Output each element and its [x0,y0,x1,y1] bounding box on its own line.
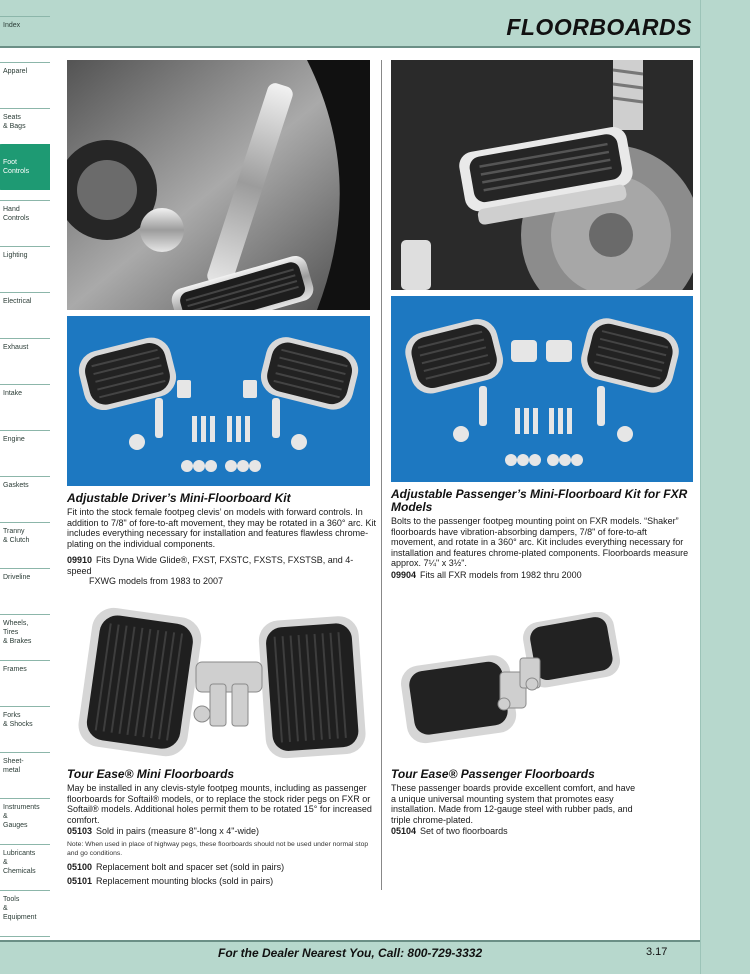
section-tab-bar [700,0,750,974]
section-tab-label: Sheet- [3,758,24,765]
section-tab-label: Frames [3,666,27,673]
sku-line-tour-ease-mini [67,826,377,837]
section-tab[interactable] [0,522,50,566]
section-tab-label: Controls [3,215,30,222]
header-rule [0,46,700,48]
section-tab-label: & [3,813,8,820]
sku-text: Replacement mounting blocks (sold in pairs) [96,876,274,886]
product-desc-driver-kit: Fit into the stock female footpeg clevis’ on models with forward controls. In addition to 7/8" of fore-to-aft movement, they may be rotated in a 360° arc. Kit includes everything necessary for installation and features flawless chrome-plating on the individual components. [67,507,376,549]
page-number: 3.17 [646,946,668,958]
section-tab-label: & Shocks [3,721,33,728]
section-tab-label: Intake [3,390,23,397]
section-tab[interactable] [0,568,50,612]
section-tab-label: metal [3,767,21,774]
product-title-tour-ease-passenger: Tour Ease® Passenger Floorboards [391,767,595,781]
section-tab-label: Apparel [3,68,28,75]
section-tab[interactable] [0,144,50,190]
section-tab-label: Equipment [3,914,37,921]
section-tab[interactable] [0,890,50,934]
sku-text: Sold in pairs (measure 8"-long x 4"-wide) [96,826,259,836]
section-tab-label: Electrical [3,298,32,305]
column-divider [381,60,382,890]
sku-line-passenger-kit [391,570,693,581]
product-note-tour-ease-mini: Note: When used in place of highway pegs, these floorboards should not be used under normal stop and go conditions. [67,841,369,857]
section-tab-label: & Clutch [3,537,30,544]
section-tab-label: Gauges [3,822,28,829]
section-tab[interactable] [0,200,50,244]
sku-number: 05104 [391,826,417,836]
section-tab-label: Gaskets [3,482,29,489]
section-tab-label: Tranny [3,528,25,535]
section-tab-label: Lighting [3,252,28,259]
section-tab[interactable] [0,16,50,60]
section-tab-label: & Brakes [3,638,32,645]
section-tab[interactable] [0,246,50,290]
sku-text: Fits Dyna Wide Glide®, FXST, FXSTC, FXSTS, FXSTSB, and 4-speed [67,555,354,576]
section-tab[interactable] [0,384,50,428]
photo-driver-floorboard-installed [67,60,370,310]
product-desc-passenger-kit: Bolts to the passenger footpeg mounting point on FXR models. “Shaker” floorboards have vibration-absorbing dampers, 7/8" of fore-to-aft movement, and rotate in a 360° arc. Kit includes everything necessary for installation and features chrome-plated components. Floorboards measure approx. 7¼" x 3½". [391,516,689,568]
sku-number: 09904 [391,570,417,580]
sku-line-tour-ease-passenger [391,826,693,837]
section-tab-label: Tires [3,629,19,636]
section-tab[interactable] [0,338,50,382]
section-tab[interactable] [0,430,50,474]
section-tab-label: Hand [3,206,20,213]
sku-text: Fits all FXR models from 1982 thru 2000 [420,570,582,580]
section-tab[interactable] [0,476,50,520]
section-tab[interactable] [0,798,50,842]
product-desc-tour-ease-passenger: These passenger boards provide excellent comfort, and have a unique universal mounting system that promotes easy installation. Made from 12-gauge steel with rubber pads, and triple chrome-plated. [391,783,636,825]
section-tab-label: Seats [3,114,21,121]
section-tab-label: Tools [3,896,20,903]
sku-text: Replacement bolt and spacer set (sold in pairs) [96,862,285,872]
section-tab[interactable] [0,62,50,106]
sku-line-replacement-blocks [67,876,377,887]
sku-line-replacement-bolt [67,862,377,873]
section-tab-label: Exhaust [3,344,29,351]
section-tab-label: Controls [3,168,30,175]
section-tab[interactable] [0,614,50,658]
section-tab-label: Index [3,22,21,29]
photo-passenger-floorboard-installed [391,60,693,290]
section-tab-label: Chemicals [3,868,36,875]
product-title-passenger-kit: Adjustable Passenger’s Mini-Floorboard Kit for FXR Models [391,487,688,514]
sku-line-driver-kit [67,555,377,587]
photo-tour-ease-passenger [400,612,640,762]
product-title-tour-ease-mini: Tour Ease® Mini Floorboards [67,767,235,781]
sku-number: 05101 [67,876,93,886]
photo-passenger-kit-parts [391,296,693,482]
section-tab[interactable] [0,660,50,704]
page-title: FLOORBOARDS [506,14,692,40]
section-tab-label: Engine [3,436,25,443]
product-desc-tour-ease-mini: May be installed in any clevis-style footpeg mounts, including as passenger floorboards for Softail® models, or to replace the stock rider pegs on FXR or Softail® models. Additional holes permit them to be rotated 15° for increased comfort. [67,783,372,825]
section-tab-label: Instruments [3,804,40,811]
section-tab-label: Forks [3,712,21,719]
sku-text-continued: FXWG models from 1983 to 2007 [89,576,224,586]
sku-number: 05100 [67,862,93,872]
section-tab-label: & [3,905,8,912]
section-tab-label: & Bags [3,123,26,130]
section-tab[interactable] [0,844,50,888]
section-tab-label: & [3,859,8,866]
section-tab-label: Wheels, [3,620,29,627]
section-tab-label: Foot [3,159,18,166]
section-tab[interactable] [0,706,50,750]
product-title-driver-kit: Adjustable Driver’s Mini-Floorboard Kit [67,491,291,505]
sku-text: Set of two floorboards [420,826,508,836]
sku-number: 09910 [67,555,93,565]
sku-number: 05103 [67,826,93,836]
section-tab[interactable] [0,752,50,796]
photo-driver-kit-parts [67,316,370,486]
section-tab-label: Driveline [3,574,31,581]
photo-tour-ease-mini [70,604,370,764]
section-tab-label: Lubricants [3,850,36,857]
dealer-phone-callout: For the Dealer Nearest You, Call: 800-729-3332 [218,946,483,960]
section-tab[interactable] [0,292,50,336]
